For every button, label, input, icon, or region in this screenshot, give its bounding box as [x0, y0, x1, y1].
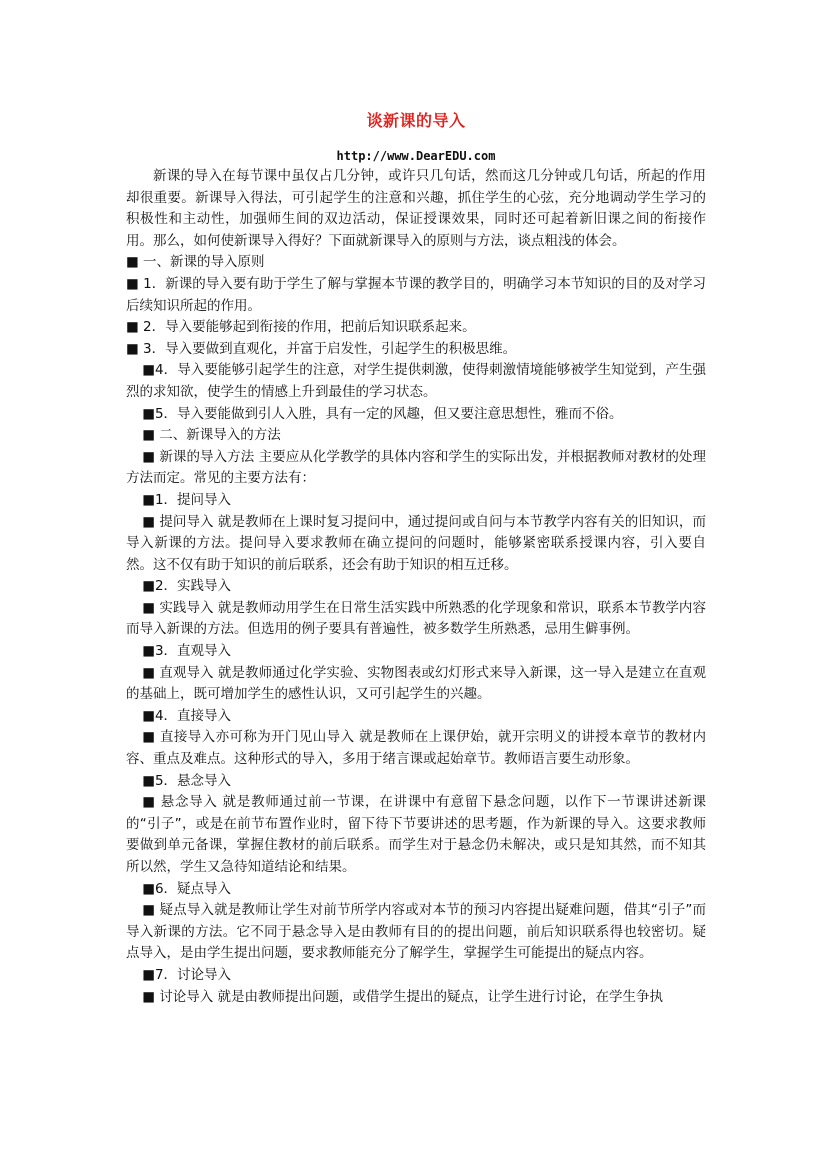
method-heading-doubt: ■6．疑点导入 [142, 880, 232, 897]
method-heading-question: ■1．提问导入 [142, 491, 232, 508]
principle-item-4: ■4．导入要能够引起学生的注意，对学生提供刺激，使得刺激情境能够被学生知觉到，产生强烈的求知欲，使学生的情感上升到最佳的学习状态。 [126, 362, 706, 400]
method-body-suspense: ■ 悬念导入 就是教师通过前一节课，在讲课中有意留下悬念问题，以作下一节课讲述新课的“引子”，或是在前节布置作业时，留下待下节要讲述的思考题，作为新课的导入。这要求教师要做到单元备课，掌握住教材的前后联系。而学生对于悬念仍未解决，或只是知其然，而不知其所以然，学生又急待知道结论和结果。 [126, 794, 706, 875]
principle-item-5: ■5．导入要能做到引人入胜，具有一定的风趣，但又要注意思想性，雅而不俗。 [142, 405, 623, 422]
method-body-visual: ■ 直观导入 就是教师通过化学实验、实物图表或幻灯形式来导入新课，这一导入是建立在直观的基础上，既可增加学生的感性认识，又可引起学生的兴趣。 [126, 664, 706, 703]
method-body-doubt: ■ 疑点导入就是教师让学生对前节所学内容或对本节的预习内容提出疑难问题，借其“引子”而导入新课的方法。它不同于悬念导入是由教师有目的的提出问题，前后知识联系得也较密切。疑点导入，是由学生提出问题，要求教师能充分了解学生，掌握学生可能提出的疑点内容。 [126, 902, 706, 962]
principle-item-1: ■ 1．新课的导入要有助于学生了解与掌握本节课的教学目的，明确学习本节知识的目的及对学习后续知识所起的作用。 [126, 275, 706, 314]
method-heading-visual: ■3．直观导入 [142, 643, 232, 660]
method-heading-direct: ■4．直接导入 [142, 707, 232, 724]
source-url: http://www.DearEDU.com [336, 149, 496, 163]
method-heading-practice: ■2．实践导入 [142, 578, 232, 595]
method-body-discussion: ■ 讨论导入 就是由教师提出问题，或借学生提出的疑点，让学生进行讨论，在学生争执 [142, 988, 664, 1005]
method-body-practice: ■ 实践导入 就是教师动用学生在日常生活实践中所熟悉的化学现象和常识，联系本节教学内容而导入新课的方法。但选用的例子要具有普遍性，被多数学生所熟悉，忌用生僻事例。 [126, 599, 706, 638]
methods-intro-paragraph: ■ 新课的导入方法 主要应从化学教学的具体内容和学生的实际出发，并根据教师对教材的处理方法而定。常见的主要方法有： [126, 448, 706, 487]
intro-paragraph: 新课的导入在每节课中虽仅占几分钟，或许只几句话，然而这几分钟或几句话，所起的作用却很重要。新课导入得法，可引起学生的注意和兴趣，抓住学生的心弦，充分地调动学生学习的积极性和主动性，加强师生间的双边活动，保证授课效果，同时还可起着新旧课之间的衔接作用。那么，如何使新课导入得好？下面就新课导入的原则与方法，谈点粗浅的体会。 [126, 168, 706, 249]
principle-item-3: ■ 3．导入要做到直观化，并富于启发性，引起学生的积极思维。 [126, 340, 517, 357]
method-body-question: ■ 提问导入 就是教师在上课时复习提问中，通过提问或自问与本节教学内容有关的旧知识，而导入新课的方法。提问导入要求教师在确立提问的问题时，能够紧密联系授课内容，引入要自然。这不仅有助于知识的前后联系，还会有助于知识的相互迁移。 [126, 513, 706, 573]
document-body [126, 108, 706, 1008]
method-body-direct: ■ 直接导入亦可称为开门见山导入 就是教师在上课伊始，就开宗明义的讲授本章节的教材内容、重点及难点。这种形式的导入，多用于绪言课或起始章节。教师语言要生动形象。 [126, 729, 706, 768]
method-heading-discussion: ■7．讨论导入 [142, 966, 232, 983]
document-title: 谈新课的导入 [366, 111, 466, 130]
method-heading-suspense: ■5．悬念导入 [142, 772, 232, 789]
section-heading-principles: ■ 一、新课的导入原则 [126, 254, 265, 271]
section-heading-methods: ■ 二、新课导入的方法 [142, 427, 281, 444]
principle-item-2: ■ 2．导入要能够起到衔接的作用，把前后知识联系起来。 [126, 319, 476, 336]
